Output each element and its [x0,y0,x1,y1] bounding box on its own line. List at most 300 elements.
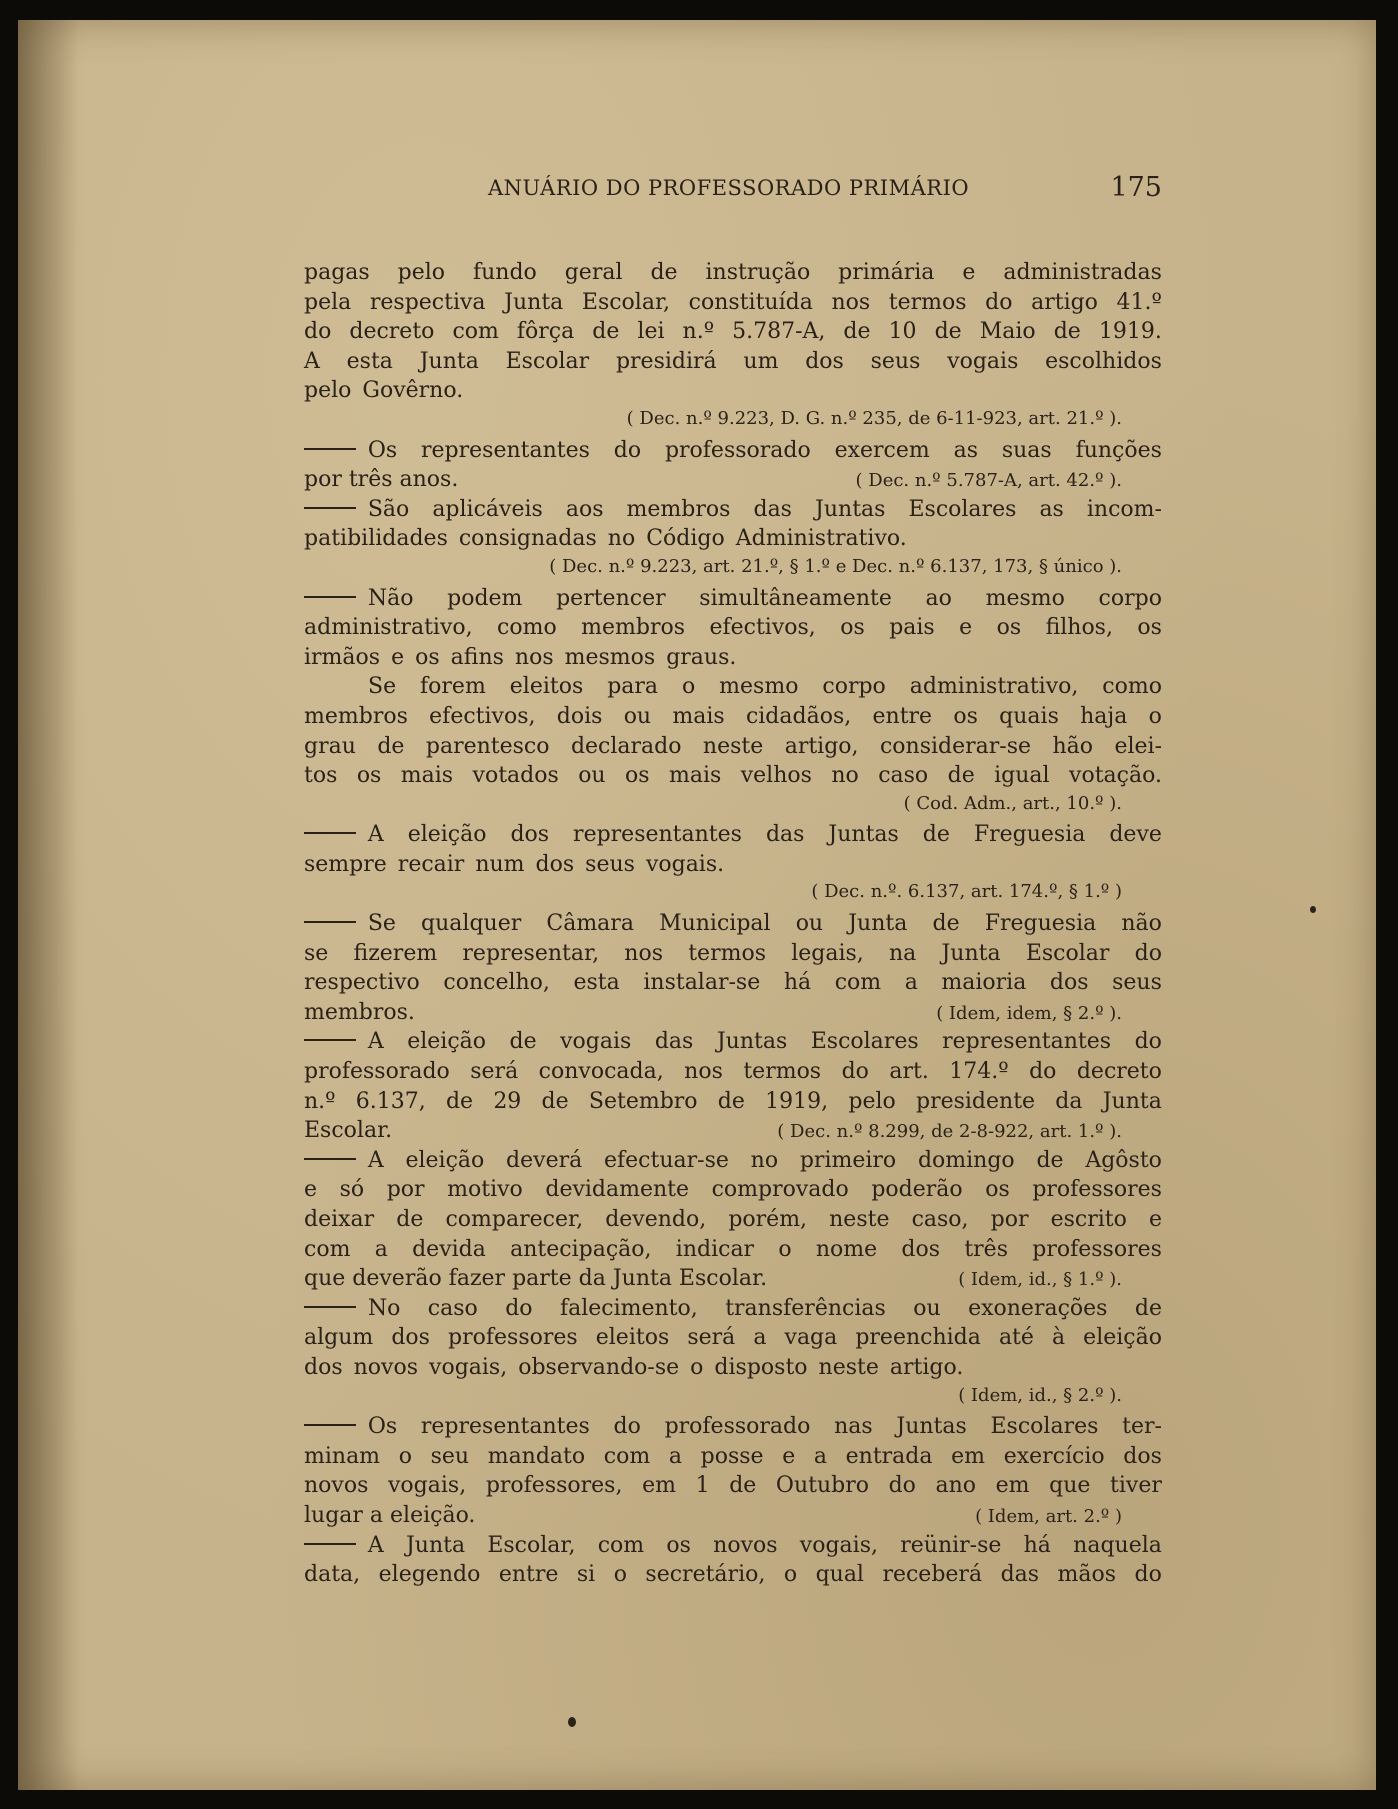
word: 6.137, [355,1088,426,1114]
em-dash-rule [304,1158,356,1160]
word: funções [1075,437,1162,463]
word: o [613,1562,627,1588]
text-line [304,408,1162,438]
word: dois [556,703,603,729]
word: presidirá [615,348,717,374]
line-text: por três anos. [304,467,459,493]
text-line [304,438,1162,468]
word: Escolar, [487,1532,576,1558]
word: de [922,822,950,848]
word: membros [626,496,731,522]
word: de [509,1029,537,1055]
word: com [834,970,882,996]
citation: ( Cod. Adm., art., 10.º ). [903,792,1122,814]
word: velhos [740,763,812,789]
word: do [985,289,1013,315]
word: como [1102,674,1162,700]
word: aos [565,496,604,522]
dash-line-text [368,1533,1162,1558]
word: o [681,674,696,700]
word: termos [888,289,967,315]
word: os [666,1532,691,1558]
word: administrativo, [909,674,1079,700]
text-line [304,467,1162,497]
word: representar, [462,940,600,966]
word: No [367,1295,401,1321]
word: caso [427,1295,478,1321]
word: mesmo [719,674,799,700]
page-number: 175 [1110,172,1162,203]
text-line [304,1059,1162,1089]
word: domingo [917,1147,1015,1173]
word: indicar [675,1236,755,1262]
word: ter- [1122,1414,1162,1440]
word: Junta [1102,1088,1162,1114]
word: dos [805,348,844,374]
word: no [750,1147,779,1173]
word: decreto [349,319,435,345]
text-line [304,1177,1162,1207]
word: membros [304,703,408,729]
word: em [951,1443,986,1469]
word: incom- [1086,496,1162,522]
word: suas [1001,437,1052,463]
text-line [304,1266,1162,1296]
word: até [998,1325,1034,1351]
word: entrada [845,1443,933,1469]
word: sempre [304,851,387,877]
word: caso, [911,1207,969,1232]
word: naquela [1073,1532,1162,1558]
word: à [1051,1325,1066,1351]
text-line [304,378,1162,408]
word: data, [304,1562,361,1588]
word: instrução [705,260,811,285]
word: Os [367,437,398,463]
word: Se [368,674,397,700]
word: de [1036,1147,1064,1173]
word: Escolar [505,348,590,374]
word: patibilidades [304,526,448,552]
text-line [304,1562,1162,1592]
word: os [1137,615,1162,641]
word: graus. [666,644,737,670]
word: ano [935,1473,977,1499]
word: os [415,644,440,670]
word: e [962,260,976,285]
word: esta [346,348,393,374]
word: pais [889,615,935,641]
word: do [1134,1029,1162,1055]
word: dos [510,822,550,848]
page-body-text [304,260,1162,1592]
word: com [304,1236,351,1262]
word: 10 [888,319,917,345]
word: eleitos [595,1325,670,1351]
word: no [831,763,859,789]
word: transferências [725,1295,886,1321]
word: mais [669,763,722,789]
word: Escolar [1025,940,1110,966]
word: de [377,733,405,759]
word: professorado [304,1059,450,1085]
word: professores [1032,1177,1162,1203]
word: Escolares [908,496,1017,522]
citation: ( Dec. n.º 5.787-A, art. 42.º ). [855,470,1122,492]
word: observando-se [518,1354,680,1380]
word: respectivo [304,970,420,996]
word: parentesco [425,733,550,759]
word: corpo [1098,585,1162,611]
text-line [304,911,1162,941]
em-dash-rule [304,1039,356,1041]
word: 5.787-A, [732,319,826,345]
word: pela [304,289,352,315]
citation: ( Dec. n.º. 6.137, art. 174.º, § 1.º ) [811,881,1122,903]
word: na [888,940,917,966]
word: pelo [848,1088,896,1114]
word: há [1023,1532,1051,1558]
word: como [497,615,557,641]
word: Junta [848,911,908,937]
word: simultâneamente [699,585,892,611]
em-dash-rule [304,1424,356,1426]
text-line [304,1296,1162,1326]
word: a [904,970,918,996]
dash-line-text [368,1029,1162,1054]
line-text: membros. [304,999,415,1025]
word: tiver [1110,1473,1162,1499]
word: dos [1049,970,1089,996]
word: neste [818,1354,879,1380]
word: de [1134,1295,1162,1321]
word: a [813,1443,827,1469]
word: fundo [472,260,537,285]
word: Código [646,526,725,552]
word: Não [367,585,414,611]
citation: ( Idem, art. 2.º ) [975,1505,1122,1527]
citation: ( Idem, id., § 2.º ). [958,1384,1122,1406]
word: fizerem [353,940,438,966]
word: filhos, [1045,615,1113,641]
word: novos [353,1354,419,1380]
word: de [934,319,962,345]
word: minam [304,1443,381,1469]
word: esta [573,970,620,996]
word: neste [702,733,764,759]
dash-line-text [368,1148,1162,1173]
text-line [304,1237,1162,1267]
word: constituída [688,289,813,315]
text-line [304,556,1162,586]
word: termos [688,940,766,966]
word: A [304,348,320,374]
word: deverá [506,1147,583,1173]
word: n.º [304,1088,336,1114]
word: de [717,1088,745,1114]
word: professores, [485,1473,623,1499]
word: de [1053,319,1081,345]
word: exercício [1003,1443,1105,1469]
word: com [452,319,499,345]
word: das [765,822,805,848]
word: Outubro [775,1473,869,1499]
word: Junta [941,940,1001,966]
word: não [1121,911,1162,937]
word: 1919. [1098,319,1162,345]
em-dash-rule [304,596,356,598]
word: vogais, [429,1354,508,1380]
citation: ( Idem, idem, § 2.º ). [936,1002,1122,1024]
word: os [985,1177,1010,1203]
word: mais [400,763,454,789]
word: A [367,1029,384,1055]
citation: ( Dec. n.º 9.223, D. G. n.º 235, de 6-11-923, art. 21.º ). [626,407,1122,429]
word: neste [829,1207,890,1232]
word: ou [623,703,652,729]
word: São [367,496,410,522]
line-text: que deverão fazer parte da Junta Escolar. [304,1266,768,1292]
word: Freguesia [984,911,1097,937]
word: em [995,1473,1030,1499]
citation: ( Dec. n.º 9.223, art. 21.º, § 1.º e Dec. n.º 6.137, 173, § único ). [549,555,1122,577]
word: das [654,1029,694,1055]
word: o [398,1443,412,1469]
word: Administrativo. [735,526,907,552]
word: algum [304,1325,374,1351]
word: Escolar, [581,289,671,315]
text-line [304,674,1162,704]
word: que [1049,1473,1091,1499]
word: n.º [682,319,715,345]
word: igual [994,763,1050,789]
text-line [304,1089,1162,1119]
word: considerar-se [879,733,1032,759]
word: das [1000,1562,1040,1588]
text-line [304,349,1162,379]
word: pelo [304,378,352,404]
word: professorado [664,1414,811,1440]
word: no [607,526,636,552]
word: Municipal [659,911,771,937]
word: e [1148,1207,1162,1232]
word: professores [1032,1236,1162,1262]
word: mais [672,703,725,729]
text-line [304,1385,1162,1415]
word: entre [498,1562,559,1588]
word: maioria [941,970,1027,996]
word: de [843,319,871,345]
word: dos [1123,1443,1162,1469]
word: fôrça [516,319,575,345]
word: Se [367,911,396,937]
word: Setembro [588,1088,698,1114]
word: administrativo, [304,615,473,641]
word: do [1029,1059,1057,1085]
word: eleição [407,822,487,848]
word: caso [878,763,929,789]
word: a [374,1236,388,1262]
word: comprovado [711,1177,849,1203]
word: professores [448,1325,578,1351]
word: podem [447,585,523,611]
word: aplicáveis [432,496,543,522]
word: vogais, [799,1532,878,1558]
word: do [1134,1562,1162,1588]
text-line [304,1325,1162,1355]
word: ou [578,763,606,789]
word: ou [795,911,824,937]
word: nos [514,644,554,670]
word: entre [872,703,933,729]
word: irmãos [304,644,381,670]
word: com [597,1532,645,1558]
word: e [959,615,973,641]
word: as [1039,496,1064,522]
word: representantes [942,1029,1112,1055]
word: eleição [407,1029,487,1055]
word: forem [420,674,486,700]
word: nos [624,940,664,966]
text-line [304,1148,1162,1178]
text-line [304,1444,1162,1474]
word: A [367,822,384,848]
word: legais, [791,940,864,966]
text-line [304,526,1162,556]
word: os [625,763,650,789]
word: os [840,615,865,641]
word: antecipação, [510,1236,652,1262]
dash-line-text [368,586,1162,611]
word: qualquer [421,911,522,937]
word: recair [397,851,465,877]
dash-line-text [368,497,1162,522]
word: Juntas [896,1414,967,1440]
word: dos [901,1236,941,1262]
word: do [841,1059,869,1085]
text-line [304,586,1162,616]
word: Junta [405,1532,466,1558]
word: a [668,1443,682,1469]
citation: ( Idem, id., § 1.º ). [958,1269,1122,1291]
word: seus [870,348,921,374]
word: mãos [1057,1562,1117,1588]
word: de [445,1088,474,1114]
word: só [339,1177,365,1203]
word: posse [700,1443,764,1469]
word: ou [913,1295,941,1321]
word: do [304,319,332,345]
word: votados [472,763,559,789]
word: pagas [304,260,370,285]
word: falecimento, [559,1295,698,1321]
word: elegendo [378,1562,481,1588]
word: Govêrno. [362,378,464,404]
word: do [888,1473,916,1499]
word: efectivos, [429,703,536,729]
word: secretário, [645,1562,766,1588]
text-line [304,1533,1162,1563]
ink-spot [1310,906,1316,913]
page-header [468,172,1162,208]
word: por [386,1177,425,1203]
word: Escolares [810,1029,919,1055]
word: artigo, [784,733,859,759]
word: si [576,1562,596,1588]
word: votação. [1069,763,1162,789]
word: A [367,1532,384,1558]
word: termos [743,1059,822,1085]
word: as [953,437,978,463]
text-line [304,645,1162,675]
word: 29 [493,1088,522,1114]
word: pelo [397,260,446,285]
word: de [541,1088,569,1114]
word: Juntas [828,822,899,848]
text-line [304,881,1162,911]
word: dos [535,851,575,877]
word: lei [637,319,665,345]
word: Junta [419,348,479,374]
word: deve [1109,822,1162,848]
word: porém, [728,1207,808,1232]
word: e [782,1443,796,1469]
em-dash-rule [304,832,356,834]
word: tos [304,763,338,789]
text-line [304,1029,1162,1059]
word: seus [1112,970,1162,996]
word: convocada, [538,1059,664,1085]
word: o [690,1354,704,1380]
word: vogais [560,1029,632,1055]
word: num [475,851,525,877]
dash-line-text [368,822,1162,847]
word: com [603,1443,651,1469]
word: pertencer [556,585,666,611]
word: eleitos [509,674,584,700]
word: de [396,1207,424,1232]
word: elei- [1114,733,1162,759]
word: escrito [1050,1207,1127,1232]
word: o [783,1562,798,1588]
word: instalar-se [643,970,761,996]
word: de [592,319,620,345]
word: um [743,348,779,374]
text-line [304,763,1162,793]
word: nome [815,1236,878,1262]
word: será [470,1059,519,1085]
word: devidamente [545,1177,690,1203]
ink-spot [568,1717,576,1727]
word: exercem [834,437,930,463]
word: vogais. [645,851,725,877]
text-line [304,1355,1162,1385]
word: 174.º [949,1059,1009,1085]
word: o [1148,703,1162,729]
word: da [1055,1088,1083,1114]
text-line [304,970,1162,1000]
word: se [304,940,329,966]
word: a [753,1325,767,1351]
dash-line-text [368,1296,1162,1321]
word: deixar [304,1207,375,1232]
word: o [778,1236,792,1262]
word: os [953,703,978,729]
word: primeiro [799,1147,897,1173]
em-dash-rule [304,921,356,923]
word: os [356,763,382,789]
word: quais [999,703,1059,729]
